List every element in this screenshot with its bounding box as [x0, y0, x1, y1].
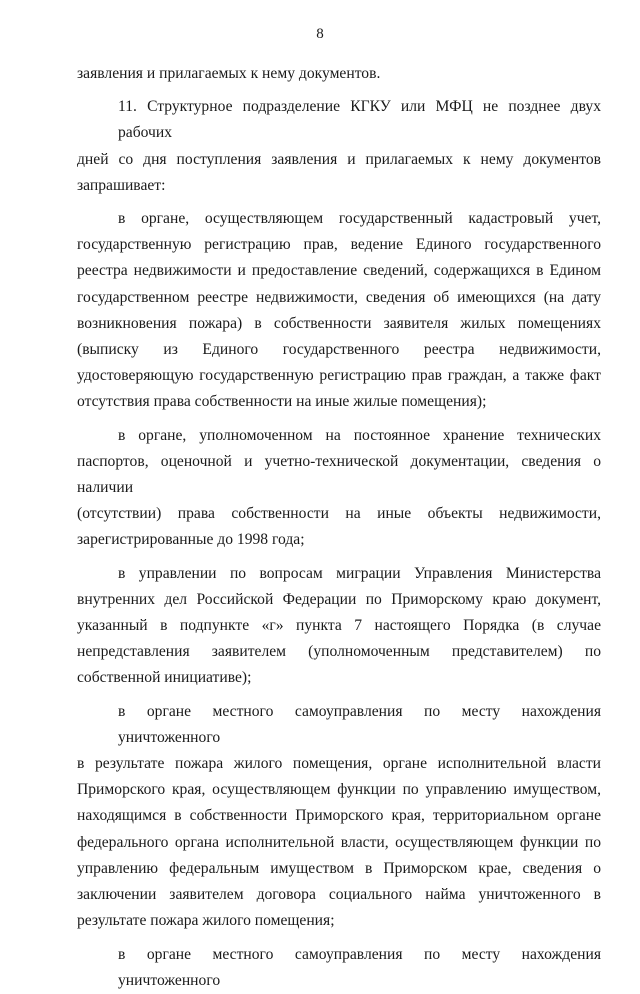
item-cadastre-line: в органе, осуществляющем государственный кадастровый учет, — [118, 210, 601, 228]
paragraph-11-line: дней со дня поступления заявления и прилагаемых к нему документов — [77, 150, 601, 168]
text-line: заявления и прилагаемых к нему документов. — [77, 65, 381, 82]
item-local-government-line: в органе местного самоуправления по месту нахождения уничтоженного — [118, 702, 601, 746]
item-migration-line: в управлении по вопросам миграции Управления Министерства — [118, 564, 601, 582]
paragraph-11-line: запрашивает: — [77, 176, 166, 194]
item-cadastre-line: реестра недвижимости и предоставление сведений, содержащихся в Едином — [77, 262, 601, 280]
item-migration-line: непредставления заявителем (уполномоченным представителем) по — [77, 643, 601, 661]
item-local-government-line: заключении заявителем договора социального найма уничтоженного в — [77, 886, 601, 904]
item-local-government-line: результате пожара жилого помещения; — [77, 912, 335, 930]
item-technical-passports-line: в органе, уполномоченном на постоянное хранение технических — [118, 426, 601, 444]
item-cadastre-line: удостоверяющую государственную регистрацию прав граждан, а также факт — [77, 367, 601, 385]
item-local-government-line: находящимся в собственности Приморского края, территориальном органе — [77, 807, 601, 825]
item-cadastre-line: государственную регистрацию прав, ведение Единого государственного — [77, 236, 601, 254]
item-technical-passports-line: (отсутствии) права собственности на иные объекты недвижимости, — [77, 505, 601, 523]
item-migration-line: собственной инициативе); — [77, 669, 252, 687]
item-cadastre-line: возникновения пожара) в собственности заявителя жилых помещениях — [77, 314, 601, 332]
item-local-government-line: в результате пожара жилого помещения, органе исполнительной власти — [77, 755, 601, 773]
page-number: 8 — [316, 26, 324, 42]
document-body — [77, 61, 601, 994]
item-local-government-line: федерального органа исполнительной власти, осуществляющем функции по — [77, 833, 601, 851]
item-technical-passports-line: паспортов, оценочной и учетно-технической документации, сведения о наличии — [77, 452, 601, 497]
item-technical-passports-line: зарегистрированные до 1998 года; — [77, 531, 305, 549]
item-migration-line: указанный в подпункте «г» пункта 7 настоящего Порядка (в случае — [77, 617, 601, 635]
paragraph-11-line: 11. Структурное подразделение КГКУ или МФЦ не позднее двух рабочих — [118, 98, 601, 142]
item-local-government-line: Приморского края, осуществляющем функции по управлению имуществом, — [77, 781, 601, 799]
item-local-government-2-line: в органе местного самоуправления по месту нахождения уничтоженного — [118, 945, 601, 989]
item-migration-line: внутренних дел Российской Федерации по Приморскому краю документ, — [77, 590, 601, 608]
item-cadastre-line: отсутствия права собственности на иные жилые помещения); — [77, 393, 487, 411]
item-cadastre-line: (выписку из Единого государственного реестра недвижимости, — [77, 341, 601, 359]
item-local-government-line: управлению федеральным имуществом в Приморском крае, сведения о — [77, 859, 601, 877]
item-cadastre-line: государственном реестре недвижимости, сведения об имеющихся (на дату — [77, 288, 601, 306]
